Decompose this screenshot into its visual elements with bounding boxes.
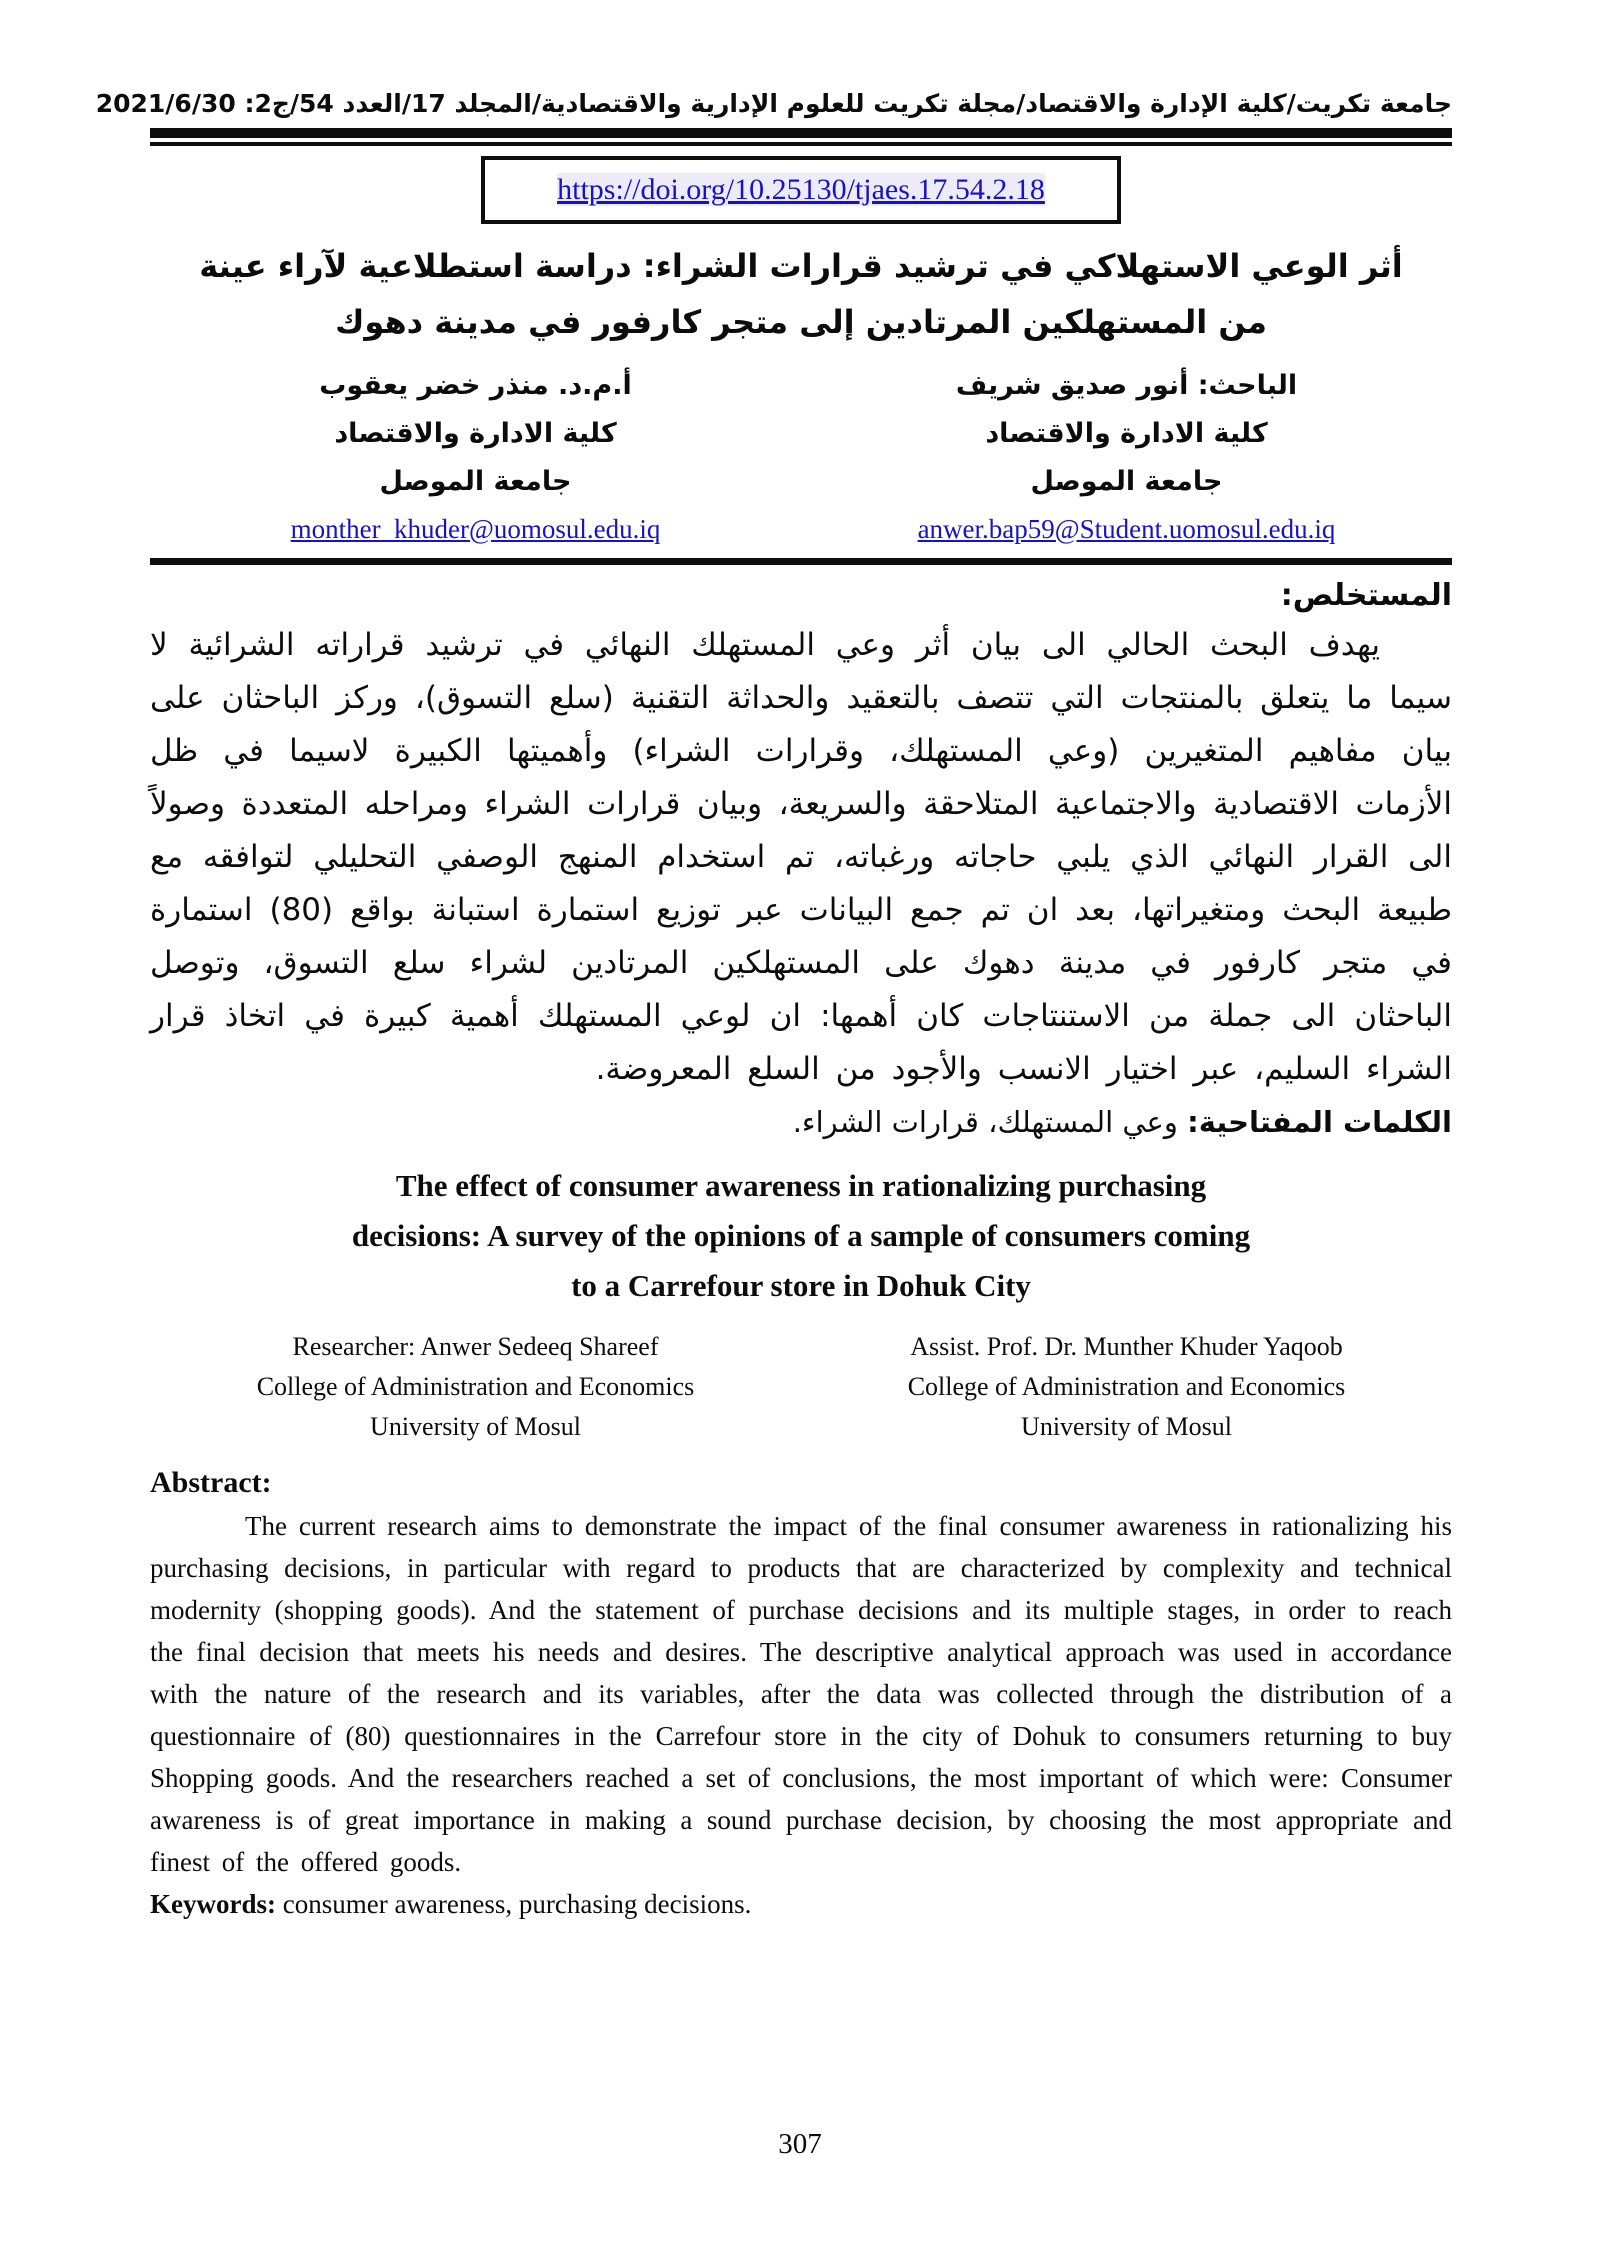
arabic-researcher-university: جامعة الموصل [1030, 466, 1223, 497]
arabic-supervisor-university: جامعة الموصل [379, 466, 572, 497]
english-abstract-heading: Abstract: [150, 1466, 272, 1499]
english-keywords-text: consumer awareness, purchasing decisions. [275, 1889, 752, 1919]
english-title-line1: The effect of consumer awareness in rationalizing purchasing [395, 1168, 1207, 1203]
arabic-supervisor-name: أ.م.د. منذر خضر يعقوب [319, 370, 632, 401]
english-researcher-college: College of Administration and Economics [256, 1372, 695, 1401]
english-keywords-line [150, 1883, 1452, 1925]
doi-box [481, 156, 1121, 224]
header-divider [150, 128, 1452, 146]
english-researcher-name: Researcher: Anwer Sedeeq Shareef [292, 1332, 659, 1361]
arabic-researcher-college: كلية الادارة والاقتصاد [985, 418, 1268, 449]
english-supervisor-university: University of Mosul [1021, 1412, 1232, 1441]
english-title-line3: to a Carrefour store in Dohuk City [571, 1268, 1031, 1303]
supervisor-email-link[interactable]: monther_khuder@uomosul.edu.iq [290, 514, 661, 544]
english-supervisor-college: College of Administration and Economics [907, 1372, 1346, 1401]
header-divider-thin-rule [150, 142, 1452, 146]
english-researcher-university: University of Mosul [370, 1412, 581, 1441]
english-abstract-paragraph: The current research aims to demonstrate the impact of the final consumer awareness in rationalizing his purchasing decisions, in particular with regard to products that are characterized by complexity and technical modernity (shopping goods). And the statement of purchase decisions and its multiple stages, in order to reach the final decision that meets his needs and desires. The descriptive analytical approach was used in accordance with the nature of the research and its variables, after the data was collected through the distribution of a questionnaire of (80) questionnaires in the Carrefour store in the city of Dohuk to consumers returning to buy Shopping goods. And the researchers reached a set of conclusions, the most important of which were: Consumer awareness is of great importance in making a sound purchase decision, by choosing the most appropriate and finest of the offered goods. [150, 1511, 1452, 1877]
arabic-title-line2: من المستهلكين المرتادين إلى متجر كارفور في مدينة دهوك [335, 303, 1267, 341]
arabic-title [150, 238, 1452, 350]
header-divider-thick-rule [150, 128, 1452, 138]
authors-divider-rule [150, 558, 1452, 565]
english-authors-row [150, 1327, 1452, 1447]
arabic-supervisor-college: كلية الادارة والاقتصاد [334, 418, 617, 449]
english-keywords-label: Keywords: [150, 1889, 276, 1919]
english-supervisor-name: Assist. Prof. Dr. Munther Khuder Yaqoob [910, 1332, 1343, 1361]
arabic-author-researcher [801, 362, 1452, 548]
arabic-abstract-paragraph: يهدف البحث الحالي الى بيان أثر وعي المستهلك النهائي في ترشيد قراراته الشرائية لا سيما ما يتعلق بالمنتجات التي تتصف بالتعقيد والحداثة التقنية (سلع التسوق)، وركز الباحثان على بيان مفاهيم المتغيرين (وعي المستهلك، وقرارات الشراء) وأهميتها الكبيرة لاسيما في ظل الأزمات الاقتصادية والاجتماعية المتلاحقة والسريعة، وبيان قرارات الشراء ومراحله المتعددة وصولاً الى القرار النهائي الذي يلبي حاجاته ورغباته، تم استخدام المنهج الوصفي التحليلي لتوافقه مع طبيعة البحث ومتغيراتها، بعد ان تم جمع البيانات عبر توزيع استمارة استبانة بواقع (80) استمارة في متجر كارفور في مدينة دهوك على المستهلكين المرتادين لشراء سلع التسوق، وتوصل الباحثان الى جملة من الاستنتاجات كان أهمها: ان لوعي المستهلك أهمية كبيرة في اتخاذ قرار الشراء السليم، عبر اختيار الانسب والأجود من السلع المعروضة. [150, 627, 1452, 1087]
arabic-authors-row [150, 362, 1452, 548]
arabic-keywords-text: وعي المستهلك، قرارات الشراء. [792, 1105, 1188, 1139]
arabic-author-supervisor [150, 362, 801, 548]
english-author-researcher [150, 1327, 801, 1447]
arabic-researcher-name: الباحث: أنور صديق شريف [955, 370, 1298, 401]
researcher-email-link[interactable]: anwer.bap59@Student.uomosul.edu.iq [917, 514, 1336, 544]
journal-header-line: جامعة تكريت/كلية الإدارة والاقتصاد/مجلة تكريت للعلوم الإدارية والاقتصادية/المجلد 17/العدد 54/ج2: 2021/6/30 [95, 89, 1452, 118]
english-author-supervisor [801, 1327, 1452, 1447]
doi-link[interactable]: https://doi.org/10.25130/tjaes.17.54.2.18 [557, 173, 1045, 206]
english-title [150, 1161, 1452, 1311]
english-title-line2: decisions: A survey of the opinions of a sample of consumers coming [351, 1218, 1251, 1253]
arabic-title-line1: أثر الوعي الاستهلاكي في ترشيد قرارات الشراء: دراسة استطلاعية لآراء عينة [199, 247, 1403, 285]
arabic-keywords-line [150, 1096, 1452, 1149]
arabic-keywords-label: الكلمات المفتاحية: [1187, 1105, 1452, 1139]
arabic-abstract-heading: المستخلص: [1280, 578, 1452, 613]
page-number: 307 [778, 2128, 822, 2160]
